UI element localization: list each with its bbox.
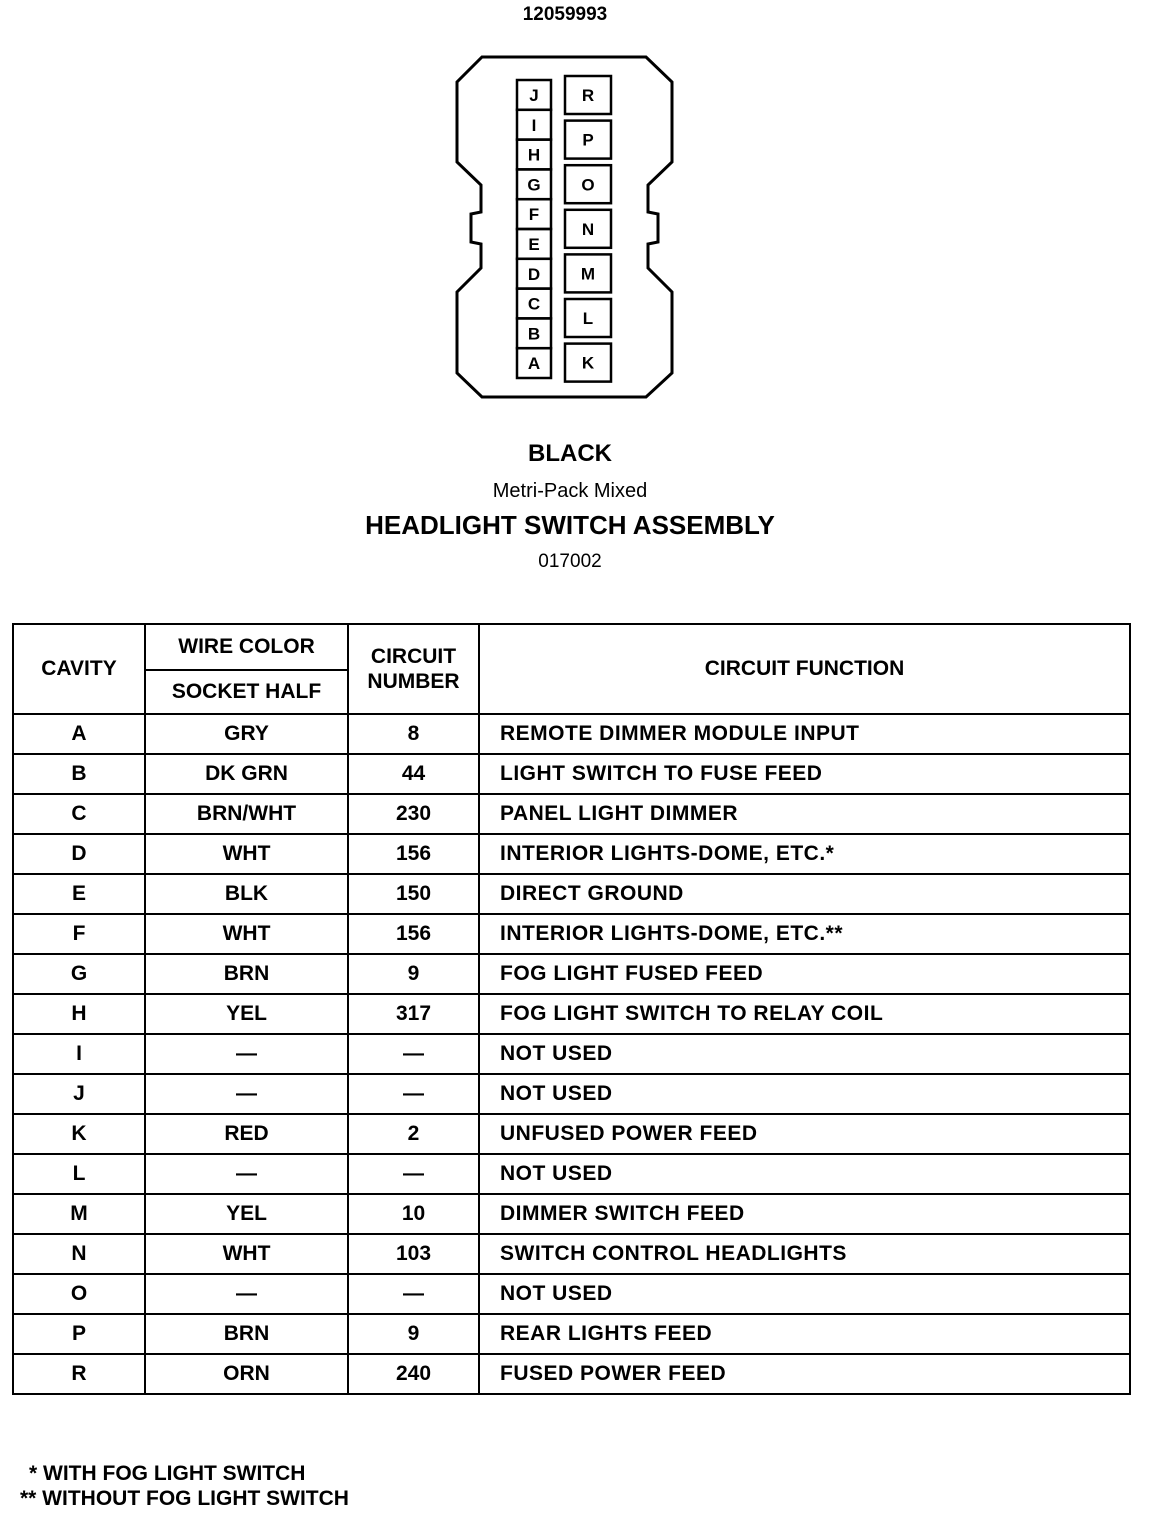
circuit-function-cell: LIGHT SWITCH TO FUSE FEED — [479, 754, 1130, 794]
circuit-function-cell: INTERIOR LIGHTS-DOME, ETC.* — [479, 834, 1130, 874]
right-cavity-column — [565, 76, 611, 382]
cavity-p-label: P — [582, 130, 594, 150]
wire-color-cell: BRN/WHT — [145, 794, 348, 834]
cavity-cell: E — [13, 874, 145, 914]
table-row — [13, 754, 1130, 794]
cavity-cell: K — [13, 1114, 145, 1154]
cavity-cell: H — [13, 994, 145, 1034]
circuit-function-cell: PANEL LIGHT DIMMER — [479, 794, 1130, 834]
cavity-cell: B — [13, 754, 145, 794]
wire-color-cell: YEL — [145, 994, 348, 1034]
circuit-function-cell: FOG LIGHT SWITCH TO RELAY COIL — [479, 994, 1130, 1034]
table-row — [13, 1234, 1130, 1274]
cavity-r-label: R — [581, 86, 595, 106]
table-row — [13, 954, 1130, 994]
circuit-number-cell: 103 — [348, 1234, 479, 1274]
table-row — [13, 1074, 1130, 1114]
wire-color-cell: — — [145, 1274, 348, 1314]
cavity-b-label: B — [527, 324, 541, 344]
reference-code: 017002 — [538, 551, 602, 572]
wire-color-cell: — — [145, 1154, 348, 1194]
wire-color-cell: DK GRN — [145, 754, 348, 794]
wire-color-cell: — — [145, 1034, 348, 1074]
connector-diagram — [0, 0, 1152, 420]
cavity-j — [517, 80, 551, 110]
circuit-function-cell: INTERIOR LIGHTS-DOME, ETC.** — [479, 914, 1130, 954]
wire-color-cell: WHT — [145, 914, 348, 954]
cavity-cell: O — [13, 1274, 145, 1314]
wire-color-cell: BRN — [145, 954, 348, 994]
cavity-cell: P — [13, 1314, 145, 1354]
cavity-m — [565, 254, 611, 292]
circuit-function-cell: NOT USED — [479, 1154, 1130, 1194]
wire-color-cell: BLK — [145, 874, 348, 914]
circuit-number-cell: 10 — [348, 1194, 479, 1234]
table-row — [13, 914, 1130, 954]
circuit-number-cell: — — [348, 1154, 479, 1194]
footnotes — [20, 1461, 349, 1511]
circuit-number-cell: 317 — [348, 994, 479, 1034]
circuit-function-cell: NOT USED — [479, 1074, 1130, 1114]
header-wire-color: WIRE COLOR — [145, 624, 348, 670]
circuit-function-cell: DIRECT GROUND — [479, 874, 1130, 914]
cavity-cell: R — [13, 1354, 145, 1394]
cavity-h — [517, 140, 551, 170]
cavity-o-label: O — [581, 175, 595, 195]
component-name: HEADLIGHT SWITCH ASSEMBLY — [365, 510, 775, 540]
pinout-table — [12, 623, 1131, 1395]
cavity-c-label: C — [527, 294, 541, 314]
cavity-m-label: M — [580, 264, 596, 284]
cavity-a-label: A — [527, 354, 541, 374]
footnote-fog-switch: * WITH FOG LIGHT SWITCH — [29, 1462, 306, 1485]
cavity-l-label: L — [582, 309, 594, 329]
wire-color-cell: — — [145, 1074, 348, 1114]
footnote-no-fog-switch: ** WITHOUT FOG LIGHT SWITCH — [20, 1487, 349, 1510]
circuit-function-cell: REAR LIGHTS FEED — [479, 1314, 1130, 1354]
cavity-d-label: D — [527, 264, 541, 284]
table-row — [13, 1274, 1130, 1314]
circuit-function-cell: DIMMER SWITCH FEED — [479, 1194, 1130, 1234]
table-row — [13, 1354, 1130, 1394]
circuit-function-cell: FUSED POWER FEED — [479, 1354, 1130, 1394]
circuit-number-cell: 2 — [348, 1114, 479, 1154]
circuit-number-cell: — — [348, 1074, 479, 1114]
cavity-cell: J — [13, 1074, 145, 1114]
cavity-p — [565, 121, 611, 159]
circuit-function-cell: REMOTE DIMMER MODULE INPUT — [479, 714, 1130, 754]
cavity-cell: A — [13, 714, 145, 754]
cavity-cell: I — [13, 1034, 145, 1074]
cavity-r — [565, 76, 611, 114]
part-number: 12059993 — [522, 4, 608, 25]
circuit-number-cell: 150 — [348, 874, 479, 914]
circuit-number-cell: 240 — [348, 1354, 479, 1394]
cavity-g-label: G — [527, 175, 541, 195]
circuit-number-cell: 44 — [348, 754, 479, 794]
cavity-cell: C — [13, 794, 145, 834]
cavity-f — [517, 199, 551, 229]
table-row — [13, 1114, 1130, 1154]
cavity-i — [517, 110, 551, 140]
cavity-n-label: N — [581, 219, 595, 239]
cavity-n — [565, 210, 611, 248]
table-row — [13, 1314, 1130, 1354]
cavity-a — [517, 348, 551, 378]
header-circuit-function: CIRCUIT FUNCTION — [479, 624, 1130, 714]
table-row — [13, 1154, 1130, 1194]
wire-color-cell: BRN — [145, 1314, 348, 1354]
header-cavity: CAVITY — [13, 624, 145, 714]
cavity-g — [517, 169, 551, 199]
connector-type: Metri-Pack Mixed — [492, 480, 648, 502]
header-socket-half: SOCKET HALF — [145, 670, 348, 714]
cavity-d — [517, 259, 551, 289]
circuit-function-cell: SWITCH CONTROL HEADLIGHTS — [479, 1234, 1130, 1274]
circuit-number-cell: 230 — [348, 794, 479, 834]
circuit-number-cell: 156 — [348, 834, 479, 874]
cavity-f-label: F — [528, 205, 540, 225]
wire-color-cell: RED — [145, 1114, 348, 1154]
cavity-k — [565, 344, 611, 382]
circuit-number-cell: 9 — [348, 954, 479, 994]
table-row — [13, 1034, 1130, 1074]
circuit-function-cell: UNFUSED POWER FEED — [479, 1114, 1130, 1154]
table-row — [13, 834, 1130, 874]
circuit-number-cell: 156 — [348, 914, 479, 954]
cavity-i-label: I — [531, 115, 537, 135]
wire-color-cell: GRY — [145, 714, 348, 754]
circuit-function-cell: NOT USED — [479, 1274, 1130, 1314]
table-row — [13, 794, 1130, 834]
table-row — [13, 874, 1130, 914]
cavity-j-label: J — [529, 86, 539, 106]
wire-color-cell: WHT — [145, 1234, 348, 1274]
cavity-cell: F — [13, 914, 145, 954]
circuit-function-cell: NOT USED — [479, 1034, 1130, 1074]
left-cavity-column — [517, 80, 551, 378]
cavity-cell: N — [13, 1234, 145, 1274]
circuit-number-cell: 8 — [348, 714, 479, 754]
connector-color: BLACK — [528, 440, 612, 467]
circuit-function-cell: FOG LIGHT FUSED FEED — [479, 954, 1130, 994]
cavity-h-label: H — [527, 145, 541, 165]
wire-color-cell: ORN — [145, 1354, 348, 1394]
cavity-e — [517, 229, 551, 259]
cavity-c — [517, 289, 551, 319]
cavity-o — [565, 165, 611, 203]
table-row — [13, 994, 1130, 1034]
header-circuit-number: CIRCUIT NUMBER — [348, 624, 479, 714]
cavity-k-label: K — [581, 353, 595, 373]
table-row — [13, 1194, 1130, 1234]
cavity-l — [565, 299, 611, 337]
cavity-cell: G — [13, 954, 145, 994]
cavity-cell: D — [13, 834, 145, 874]
wire-color-cell: WHT — [145, 834, 348, 874]
cavity-cell: L — [13, 1154, 145, 1194]
cavity-cell: M — [13, 1194, 145, 1234]
cavity-b — [517, 318, 551, 348]
circuit-number-cell: — — [348, 1274, 479, 1314]
table-row — [13, 714, 1130, 754]
circuit-number-cell: 9 — [348, 1314, 479, 1354]
cavity-e-label: E — [528, 235, 540, 255]
wire-color-cell: YEL — [145, 1194, 348, 1234]
circuit-number-cell: — — [348, 1034, 479, 1074]
